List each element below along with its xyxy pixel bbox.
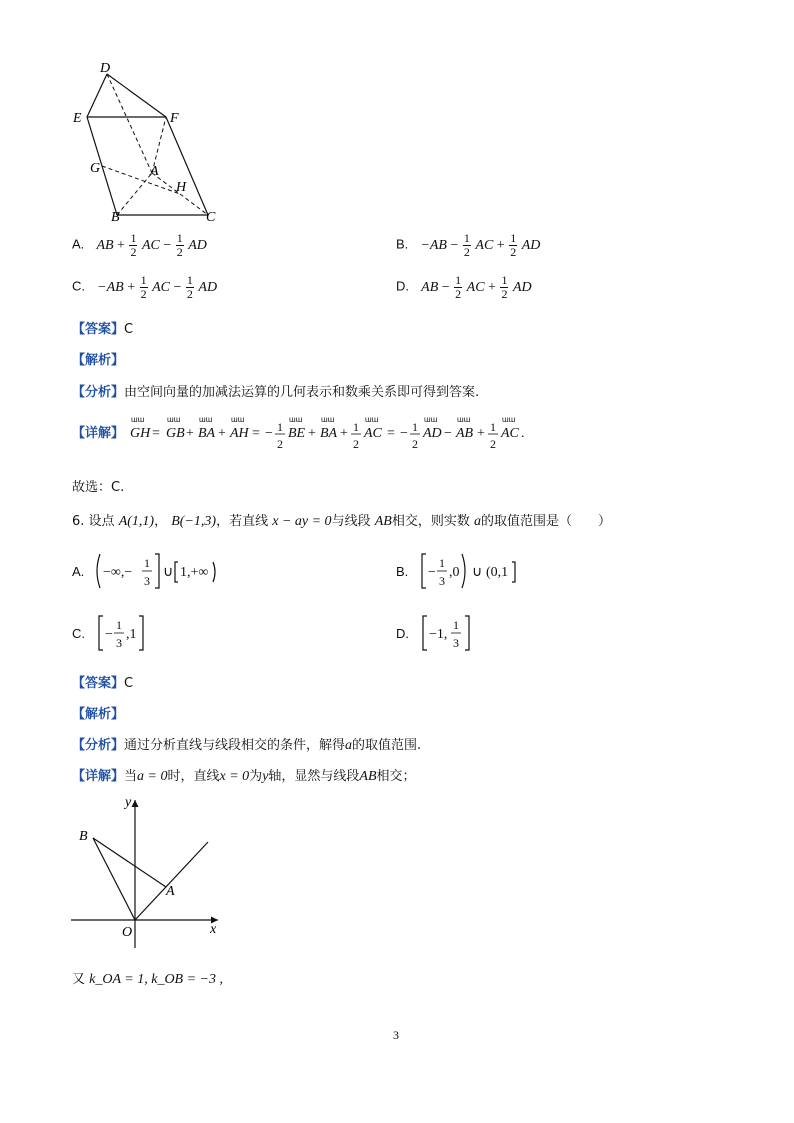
vec-term: AD — [188, 237, 207, 253]
figure-coordinate — [66, 792, 236, 952]
frac-den: 2 — [510, 245, 517, 259]
q6-answer — [72, 672, 133, 691]
svg-text:GH: GH — [130, 426, 151, 441]
svg-text:BA: BA — [198, 426, 216, 441]
svg-text:=: = — [152, 426, 160, 441]
frac-num: 1 — [130, 231, 137, 245]
svg-text:AC: AC — [501, 426, 519, 441]
svg-text:GB: GB — [166, 426, 185, 441]
frac-den: 2 — [186, 287, 193, 301]
answer-value: C — [124, 676, 134, 691]
op: + — [127, 279, 136, 295]
svg-text:AD: AD — [423, 426, 442, 441]
svg-text:+: + — [186, 426, 194, 441]
q6-stem — [72, 510, 611, 530]
svg-text:2: 2 — [353, 437, 359, 451]
q5-answer — [72, 318, 133, 337]
q6-option-b[interactable] — [396, 548, 546, 594]
option-letter: C. — [72, 278, 85, 294]
fenxi-tag: 【分析】 — [72, 738, 125, 753]
svg-text:∪: ∪ — [163, 565, 174, 580]
svg-text:−: − — [444, 426, 452, 441]
svg-text:∪: ∪ — [472, 565, 483, 580]
segment-ab: AB — [374, 514, 392, 529]
q5-guxuan: 故选：C. — [72, 480, 125, 495]
vec-term: AC — [475, 237, 494, 253]
svg-text:−: − — [400, 426, 408, 441]
op: − — [163, 237, 172, 253]
frac-num: 1 — [510, 231, 517, 245]
xj-text: 轴，显然与线段 — [268, 769, 360, 784]
xj-condition: a = 0 — [137, 769, 168, 784]
svg-text:1: 1 — [277, 420, 283, 434]
analysis-tag: 【解析】 — [72, 707, 125, 722]
svg-text:+: + — [477, 426, 485, 441]
label-A: A — [150, 164, 159, 179]
svg-text:2: 2 — [277, 437, 283, 451]
svg-text:,1: ,1 — [126, 627, 137, 642]
svg-text:1: 1 — [490, 420, 496, 434]
xj-axis: y — [262, 769, 269, 784]
line-equation: x − ay = 0 — [272, 514, 332, 529]
svg-text:1: 1 — [353, 420, 359, 434]
q6-slopes — [72, 968, 223, 988]
option-letter: B. — [396, 236, 409, 252]
svg-text:ɯɯ: ɯɯ — [424, 415, 438, 424]
svg-text:−∞,−: −∞,− — [103, 565, 133, 580]
figure-parallelepiped — [70, 60, 230, 230]
svg-text:AC: AC — [364, 426, 382, 441]
label-B: B — [79, 829, 88, 844]
stem-text: 与线段 — [331, 514, 371, 529]
svg-text:,0: ,0 — [449, 565, 460, 580]
op: + — [488, 279, 496, 295]
analysis-tag: 【解析】 — [72, 353, 125, 368]
svg-text:BE: BE — [288, 426, 306, 441]
frac-num: 1 — [140, 273, 147, 287]
frac-num: 1 — [176, 231, 183, 245]
vec-term: AD — [521, 237, 541, 253]
op: − — [173, 279, 182, 295]
op: − — [441, 279, 450, 295]
svg-text:ɯɯ: ɯɯ — [231, 415, 245, 424]
stem-text: ，若直线 — [216, 514, 269, 529]
label-F: F — [170, 111, 179, 126]
svg-text:AH: AH — [230, 426, 249, 441]
q5-xiangjie — [72, 422, 124, 441]
page-number: 3 — [393, 1028, 399, 1042]
frac-den: 2 — [455, 287, 462, 301]
label-O: O — [122, 925, 133, 940]
svg-text:=: = — [387, 426, 395, 441]
svg-text:1: 1 — [453, 618, 459, 632]
svg-text:−1,: −1, — [429, 627, 448, 642]
op: + — [117, 237, 125, 253]
svg-text:1,+∞: 1,+∞ — [180, 565, 209, 580]
vec-term: AC — [141, 237, 160, 253]
option-letter: D. — [396, 278, 409, 294]
svg-text:−: − — [428, 565, 437, 580]
label-y: y — [125, 795, 132, 810]
option-letter: D. — [396, 625, 409, 641]
svg-text:=: = — [252, 426, 260, 441]
fenxi-text: 由空间向量的加减法运算的几何表示和数乘关系即可得到答案. — [124, 385, 480, 400]
point-a: A(1,1) — [118, 514, 155, 529]
label-x: x — [210, 922, 217, 937]
vec-term: AD — [198, 279, 218, 295]
stem-text: 相交，则实数 — [391, 514, 470, 529]
xj-line: x = 0 — [219, 769, 250, 784]
fenxi-text: 的取值范围. — [352, 738, 422, 753]
frac-num: 1 — [501, 273, 508, 287]
svg-text:3: 3 — [144, 574, 151, 588]
svg-text:3: 3 — [116, 636, 122, 650]
svg-text:ɯɯ: ɯɯ — [199, 415, 213, 424]
frac-num: 1 — [463, 231, 470, 245]
stem-text: 的取值范围是（ ） — [480, 514, 611, 529]
svg-text:ɯɯ: ɯɯ — [321, 415, 335, 424]
vec-term: −AB — [97, 279, 124, 295]
frac-den: 2 — [176, 245, 183, 259]
fenxi-text: 通过分析直线与线段相交的条件，解得 — [124, 738, 346, 753]
svg-text:1: 1 — [116, 618, 122, 632]
frac-den: 2 — [501, 287, 508, 301]
svg-text:+: + — [218, 426, 226, 441]
svg-text:+: + — [308, 426, 316, 441]
option-letter: A. — [72, 236, 85, 252]
label-G: G — [90, 161, 101, 176]
xj-text: 为 — [249, 769, 263, 784]
svg-text:ɯɯ: ɯɯ — [502, 415, 516, 424]
svg-text:AB: AB — [456, 426, 474, 441]
label-E: E — [73, 111, 82, 126]
q5-option-a[interactable] — [72, 232, 207, 259]
svg-text:ɯɯ: ɯɯ — [167, 415, 181, 424]
svg-text:2: 2 — [490, 437, 496, 451]
svg-text:3: 3 — [439, 574, 446, 588]
q6-xiangjie — [72, 765, 416, 785]
answer-tag: 【答案】 — [72, 676, 125, 691]
vec-term: −AB — [420, 237, 447, 253]
op: + — [496, 237, 505, 253]
q5-fenxi — [72, 381, 479, 400]
vec-term: AB — [96, 237, 114, 253]
vec-term: AB — [421, 279, 439, 295]
option-d-interval — [417, 610, 487, 656]
svg-text:3: 3 — [453, 636, 459, 650]
answer-tag: 【答案】 — [72, 322, 125, 337]
frac-num: 1 — [455, 273, 462, 287]
var-a: a — [473, 514, 481, 529]
stem-text: 设点 — [88, 514, 115, 529]
xj-text: 时，直线 — [167, 769, 220, 784]
option-c-interval — [93, 610, 163, 656]
svg-text:ɯɯ: ɯɯ — [131, 415, 145, 424]
xj-text: 相交； — [376, 769, 416, 784]
var-a: a — [345, 738, 353, 753]
label-H: H — [176, 180, 187, 195]
svg-text:(0,1: (0,1 — [486, 565, 509, 580]
option-letter: C. — [72, 625, 85, 641]
svg-text:−: − — [105, 627, 113, 642]
q5-option-b[interactable] — [396, 232, 540, 259]
svg-text:.: . — [521, 426, 525, 441]
svg-text:BA: BA — [320, 426, 338, 441]
xj-text: 当 — [124, 769, 138, 784]
q6-option-c[interactable] — [72, 610, 163, 656]
label-C: C — [206, 210, 216, 225]
option-letter: B. — [396, 563, 409, 579]
point-b: B(−1,3) — [171, 514, 217, 529]
svg-text:ɯɯ: ɯɯ — [457, 415, 471, 424]
vec-term: AC — [466, 279, 485, 295]
q5-solution-formula — [128, 410, 578, 454]
svg-text:ɯɯ: ɯɯ — [365, 415, 379, 424]
question-number: 6. — [72, 514, 85, 529]
svg-text:+: + — [340, 426, 348, 441]
frac-num: 1 — [186, 273, 193, 287]
q6-option-a[interactable] — [72, 548, 242, 594]
label-A: A — [166, 884, 175, 899]
xiangjie-tag: 【详解】 — [72, 769, 125, 784]
frac-den: 2 — [463, 245, 470, 259]
label-B: B — [111, 210, 120, 225]
q5-option-d[interactable] — [396, 274, 532, 301]
stem-text: ， — [154, 514, 168, 529]
option-b-interval — [416, 548, 546, 594]
vec-term: AD — [512, 279, 532, 295]
svg-text:1: 1 — [412, 420, 418, 434]
op: − — [450, 237, 459, 253]
svg-text:1: 1 — [144, 556, 151, 570]
svg-text:1: 1 — [439, 556, 446, 570]
xiangjie-tag: 【详解】 — [72, 426, 125, 441]
frac-den: 2 — [130, 245, 137, 259]
q5-analysis-heading — [72, 349, 124, 368]
you-text: 又 — [72, 972, 86, 987]
answer-value: C — [124, 322, 134, 337]
vec-term: AC — [152, 279, 170, 295]
option-letter: A. — [72, 563, 85, 579]
q6-fenxi — [72, 734, 421, 754]
label-D: D — [100, 61, 111, 76]
option-a-interval — [92, 548, 242, 594]
xj-segment: AB — [359, 769, 377, 784]
q6-analysis-heading — [72, 703, 124, 722]
frac-den: 2 — [140, 287, 147, 301]
svg-text:ɯɯ: ɯɯ — [289, 415, 303, 424]
slopes-expression: k_OA = 1, k_OB = −3 , — [89, 972, 223, 987]
q5-option-c[interactable] — [72, 274, 217, 301]
q6-option-d[interactable] — [396, 610, 487, 656]
fenxi-tag: 【分析】 — [72, 385, 125, 400]
svg-text:2: 2 — [412, 437, 418, 451]
svg-text:−: − — [265, 426, 273, 441]
